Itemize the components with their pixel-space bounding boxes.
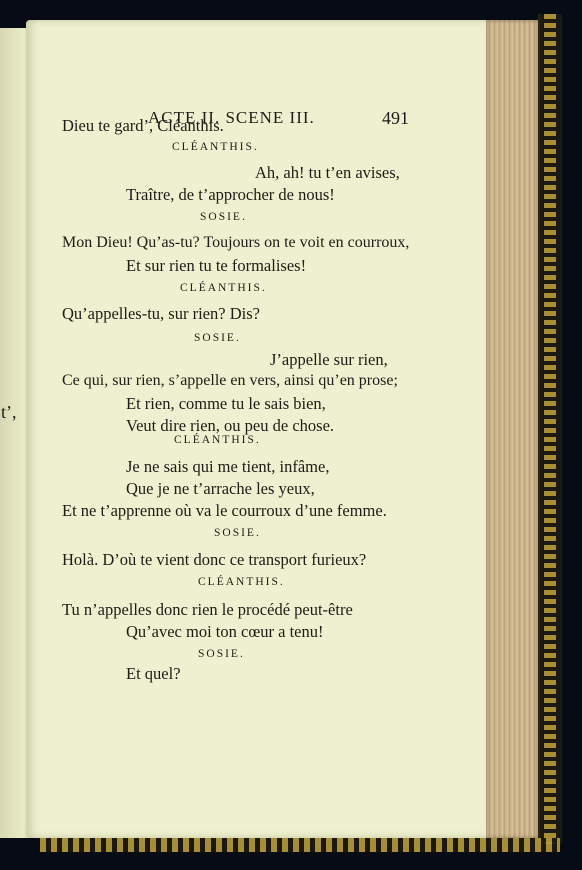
speaker-name: SOSIE.: [214, 527, 261, 539]
speaker-name: CLÉANTHIS.: [172, 141, 259, 153]
gilt-border-decoration: [544, 14, 556, 844]
running-head: ACTE II. SCENE III.: [148, 108, 315, 127]
speaker-name: CLÉANTHIS.: [174, 434, 261, 446]
verse-line: Qu’avec moi ton cœur a tenu!: [126, 622, 324, 641]
page-fore-edge: [486, 20, 538, 838]
gilt-bottom-border: [40, 838, 560, 852]
verse-line: Qu’appelles-tu, sur rien? Dis?: [62, 304, 260, 323]
book-cover-edge: [538, 14, 562, 844]
previous-page-text-fragment: t’,: [1, 402, 17, 422]
verse-line: Dieu te gard’, Cléanthis.: [62, 116, 224, 135]
verse-line: Ce qui, sur rien, s’appelle en vers, ainsi qu’en prose;: [62, 372, 398, 389]
verse-line: J’appelle sur rien,: [270, 350, 388, 369]
speaker-name: SOSIE.: [194, 332, 241, 344]
verse-line: Mon Dieu! Qu’as-tu? Toujours on te voit en courroux,: [62, 234, 410, 251]
speaker-name: CLÉANTHIS.: [198, 576, 285, 588]
verse-line: Holà. D’où te vient donc ce transport furieux?: [62, 550, 367, 569]
verse-line: Traître, de t’approcher de nous!: [126, 185, 335, 204]
verse-line: Et ne t’apprenne où va le courroux d’une femme.: [62, 501, 387, 520]
verse-line: Que je ne t’arrache les yeux,: [126, 479, 315, 498]
verse-line: Et sur rien tu te formalises!: [126, 256, 307, 275]
book-page: [26, 20, 492, 838]
verse-line: Tu n’appelles donc rien le procédé peut-être: [62, 600, 353, 619]
verse-line: Ah, ah! tu t’en avises,: [255, 163, 400, 182]
speaker-name: SOSIE.: [198, 648, 245, 660]
speaker-name: SOSIE.: [200, 211, 247, 223]
page-number: 491: [382, 108, 409, 128]
verse-line: Et rien, comme tu le sais bien,: [126, 394, 326, 413]
speaker-name: CLÉANTHIS.: [180, 282, 267, 294]
verse-line: Je ne sais qui me tient, infâme,: [126, 457, 330, 476]
verse-line: Veut dire rien, ou peu de chose.: [126, 416, 335, 435]
verse-line: Et quel?: [126, 664, 181, 683]
